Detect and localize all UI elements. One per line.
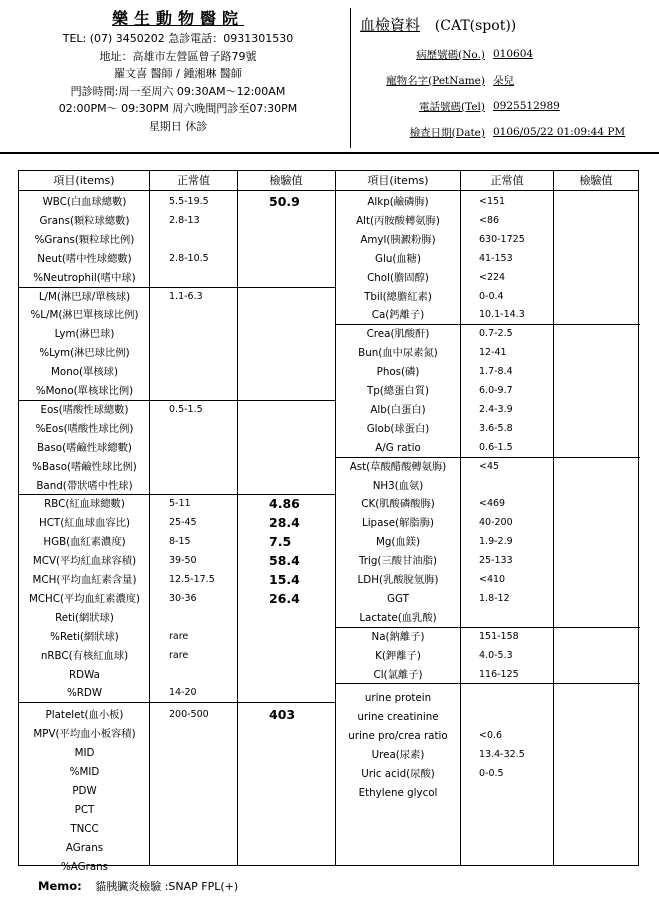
table-row-item-name: CK(肌酸磷酸脢)	[361, 498, 435, 511]
table-row-normal-range: <0.6	[479, 730, 503, 742]
table-row-item-name: RBC(紅血球總數)	[44, 498, 125, 511]
header-result-left: 檢驗值	[269, 174, 303, 187]
table-row-item-name: %RDW	[66, 687, 103, 700]
field-value: 朵兒	[493, 74, 514, 87]
clinic-hours-1: 門診時間:周一至周六 09:30AM～12:00AM	[70, 84, 286, 98]
clinic-tel: TEL: (07) 3450202 急診電話：0931301530	[62, 32, 294, 45]
header-normal-right: 正常值	[490, 174, 524, 187]
table-row-item-name: MID	[74, 747, 95, 760]
table-row-normal-range: 151-158	[479, 630, 519, 642]
table-row-item-name: Crea(肌酸酐)	[366, 328, 430, 341]
table-row-item-name: Na(鈉離子)	[371, 630, 425, 643]
table-row-normal-range: 25-45	[169, 517, 197, 529]
memo-label: Memo:	[38, 879, 82, 893]
table-row-item-name: Neut(嗜中性球總數)	[37, 252, 132, 265]
table-row-item-name: %L/M(淋巴單核球比例)	[30, 309, 139, 322]
table-row-result: 15.4	[269, 572, 300, 587]
table-row-item-name: Ast(草酸醋酸轉氨脢)	[349, 460, 447, 473]
table-row-normal-range: rare	[169, 649, 189, 661]
table-row-normal-range: <410	[479, 574, 506, 585]
table-row-normal-range: 13.4-32.5	[479, 749, 525, 761]
table-row-item-name: MCHC(平均血紅素濃度)	[28, 592, 141, 605]
table-row-item-name: Alkp(鹼磷脢)	[367, 196, 429, 208]
field-label: 寵物名字(PetName)	[386, 74, 485, 87]
table-row-item-name: GGT	[387, 592, 409, 605]
table-row-item-name: Lipase(解脂脢)	[361, 517, 435, 530]
table-row-item-name: %Mono(單核球比例)	[35, 385, 134, 397]
table-row-normal-range: <45	[479, 460, 500, 472]
table-row-normal-range: 0.5-1.5	[169, 403, 203, 415]
header-items-left: 項目(items)	[53, 174, 115, 187]
table-row-item-name: %Grans(顆粒球比例)	[34, 233, 135, 246]
table-row-item-name: TNCC	[70, 822, 99, 835]
table-row-item-name: Tbil(總膽紅素)	[364, 290, 432, 303]
table-row-item-name: Mg(血鎂)	[375, 536, 421, 549]
table-row-normal-range: rare	[169, 630, 189, 642]
table-row-item-name: A/G ratio	[375, 441, 421, 454]
field-row	[360, 93, 655, 119]
clinic-hours-2: 02:00PM～ 09:30PM 周六晚間門診至07:30PM	[58, 102, 298, 115]
table-row-normal-range: 5-11	[169, 498, 191, 510]
table-row-item-name: Alt(丙胺酸轉氨脢)	[356, 214, 440, 227]
table-row-item-name: NH3(血氨)	[372, 479, 424, 492]
table-row-result: 28.4	[269, 515, 300, 531]
column-divider	[237, 171, 238, 865]
table-row-item-name: Alb(白蛋白)	[370, 403, 426, 416]
field-label: 檢查日期(Date)	[409, 126, 485, 139]
report-title	[360, 14, 655, 35]
table-row-result: 58.4	[269, 553, 300, 569]
table-row-item-name: %Eos(嗜酸性球比例)	[35, 422, 134, 435]
table-row-normal-range: 6.0-9.7	[479, 385, 513, 396]
field-row	[360, 67, 655, 93]
table-row-item-name: PDW	[72, 784, 97, 797]
table-row-item-name: Chol(膽固醇)	[367, 271, 429, 284]
table-row-item-name: AGrans	[65, 841, 104, 854]
header-rule	[19, 190, 638, 191]
table-row-item-name: HCT(紅血球血容比)	[38, 517, 131, 530]
table-row-normal-range: 1.1-6.3	[169, 290, 203, 302]
clinic-closed-day: 星期日 休診	[148, 119, 208, 133]
table-row-normal-range: 12.5-17.5	[169, 574, 215, 585]
table-row-normal-range: 116-125	[479, 668, 519, 680]
table-row-item-name: Glu(血糖)	[375, 252, 421, 265]
table-row-item-name: WBC(白血球總數)	[42, 196, 127, 208]
field-value: 010604	[493, 48, 534, 60]
table-row-item-name: %Reti(網狀球)	[50, 630, 119, 643]
report-subtitle: (CAT(spot))	[434, 18, 517, 34]
header-items-right: 項目(items)	[367, 174, 429, 187]
table-row-normal-range: 25-133	[479, 555, 513, 567]
column-divider	[553, 171, 554, 865]
table-row-normal-range: <151	[479, 196, 506, 207]
table-row-normal-range: 39-50	[169, 555, 197, 567]
field-value: 0925512989	[493, 100, 560, 112]
column-divider	[335, 171, 336, 865]
table-row-item-name: Uric acid(尿酸)	[361, 768, 435, 780]
table-row-normal-range: 30-36	[169, 592, 197, 604]
table-row-item-name: urine creatinine	[357, 711, 439, 724]
table-row-item-name: K(鉀離子)	[375, 649, 421, 662]
table-row-item-name: nRBC(有核紅血球)	[40, 649, 129, 662]
table-row-normal-range: 1.9-2.9	[479, 536, 513, 548]
table-row-normal-range: 14-20	[169, 687, 197, 699]
table-row-item-name: Baso(嗜鹼性球總數)	[37, 441, 132, 454]
table-row-normal-range: 0.7-2.5	[479, 328, 513, 340]
table-row-item-name: MPV(平均血小板容積)	[33, 728, 136, 741]
table-row-item-name: %Neutrophil(嗜中球)	[33, 271, 136, 284]
table-row-item-name: PCT	[74, 803, 95, 816]
table-row-item-name: HGB(血紅素濃度)	[43, 536, 126, 549]
table-row-normal-range: 4.0-5.3	[479, 649, 513, 661]
table-row-item-name: Platelet(血小板)	[45, 709, 124, 722]
table-row-item-name: Amyl(胰澱粉脢)	[360, 233, 436, 246]
clinic-address: 地址：高雄市左營區曾子路79號	[99, 49, 257, 63]
table-row-item-name: urine pro/crea ratio	[348, 730, 448, 743]
table-row-item-name: Band(帶狀嗜中性球)	[36, 479, 133, 492]
table-row-normal-range: 10.1-14.3	[479, 309, 525, 321]
field-label: 病歷號碼(No.)	[416, 48, 485, 61]
table-row-result: 26.4	[269, 590, 300, 606]
table-row-normal-range: 630-1725	[479, 233, 525, 245]
table-row-normal-range: <469	[479, 498, 506, 510]
blood-test-table	[18, 170, 639, 873]
table-row-result: 403	[269, 707, 296, 723]
column-divider	[149, 171, 150, 865]
table-row-item-name: Lactate(血乳酸)	[359, 611, 437, 624]
field-label: 電話號碼(Tel)	[419, 100, 485, 113]
report-info	[360, 14, 655, 145]
table-row-item-name: Trig(三酸甘油脂)	[359, 555, 437, 568]
table-row-item-name: Glob(球蛋白)	[366, 422, 430, 435]
header-bottom-rule	[0, 152, 659, 154]
table-row-item-name: %Lym(淋巴球比例)	[39, 347, 130, 360]
table-row-item-name: Urea(尿素)	[371, 749, 425, 762]
table-row-item-name: %Baso(嗜鹼性球比例)	[32, 460, 137, 473]
table-row-item-name: Cl(氯離子)	[373, 668, 423, 681]
table-row-item-name: Grans(顆粒球總數)	[39, 214, 130, 227]
field-row	[360, 41, 655, 67]
table-row-normal-range: 200-500	[169, 709, 209, 721]
table-row-normal-range: <86	[479, 214, 500, 226]
table-row-normal-range: 40-200	[479, 517, 513, 529]
clinic-doctors: 羅文喜 醫師 / 鍾湘琳 醫師	[114, 67, 242, 80]
table-row-item-name: LDH(乳酸脫氫脢)	[357, 574, 439, 586]
table-row-item-name: Tp(總蛋白質)	[366, 385, 430, 397]
memo-text: 貓胰臟炎檢驗 :SNAP FPL(+)	[95, 880, 239, 893]
table-row-item-name: MCV(平均紅血球容積)	[32, 555, 137, 568]
table-row-result: 50.9	[269, 194, 300, 209]
clinic-name: 樂生動物醫院	[111, 9, 244, 28]
table-row-normal-range: 8-15	[169, 536, 191, 548]
table-row-item-name: Reti(網狀球)	[55, 611, 114, 624]
field-row	[360, 119, 655, 145]
table-row-normal-range: 5.5-19.5	[169, 196, 209, 207]
table-row-item-name: MCH(平均血紅素含量)	[32, 574, 137, 586]
table-row-normal-range: 1.8-12	[479, 592, 510, 604]
table-row-normal-range: 41-153	[479, 252, 513, 264]
header-normal-left: 正常值	[177, 174, 210, 187]
report-title-text: 血檢資料	[360, 16, 421, 34]
table-row-normal-range: 12-41	[479, 347, 507, 359]
table-row-item-name: RDWa	[69, 668, 100, 681]
table-row-item-name: urine protein	[364, 692, 432, 705]
table-row-item-name: %AGrans	[60, 860, 109, 873]
table-row-item-name: Mono(單核球)	[51, 366, 118, 379]
clinic-header	[18, 8, 338, 135]
table-row-normal-range: <224	[479, 271, 506, 283]
memo	[38, 878, 238, 894]
table-row-normal-range: 0-0.4	[479, 290, 504, 302]
table-row-item-name: Eos(嗜酸性球總數)	[40, 403, 129, 416]
table-row-normal-range: 2.4-3.9	[479, 403, 513, 415]
table-row-item-name: Bun(血中尿素氮)	[358, 347, 438, 360]
table-row-result: 7.5	[269, 534, 292, 550]
table-row-item-name: %MID	[69, 766, 100, 778]
table-row-item-name: Phos(磷)	[376, 366, 420, 379]
header-divider	[350, 8, 351, 148]
table-row-item-name: Ethylene glycol	[358, 786, 438, 799]
table-row-item-name: Ca(鈣離子)	[371, 309, 425, 322]
table-row-normal-range: 1.7-8.4	[479, 366, 513, 378]
table-row-normal-range: 2.8-10.5	[169, 252, 209, 264]
table-row-normal-range: 0-0.5	[479, 768, 504, 779]
field-value: 0106/05/22 01:09:44 PM	[493, 126, 626, 138]
column-divider	[460, 171, 461, 865]
table-row-item-name: Lym(淋巴球)	[54, 328, 115, 341]
table-row-normal-range: 0.6-1.5	[479, 441, 513, 453]
table-row-item-name: L/M(淋巴球/單核球)	[38, 290, 131, 303]
table-row-normal-range: 3.6-5.8	[479, 422, 513, 434]
table-row-result: 4.86	[269, 496, 300, 512]
table-row-normal-range: 2.8-13	[169, 214, 200, 226]
header-result-right: 檢驗值	[579, 174, 613, 187]
